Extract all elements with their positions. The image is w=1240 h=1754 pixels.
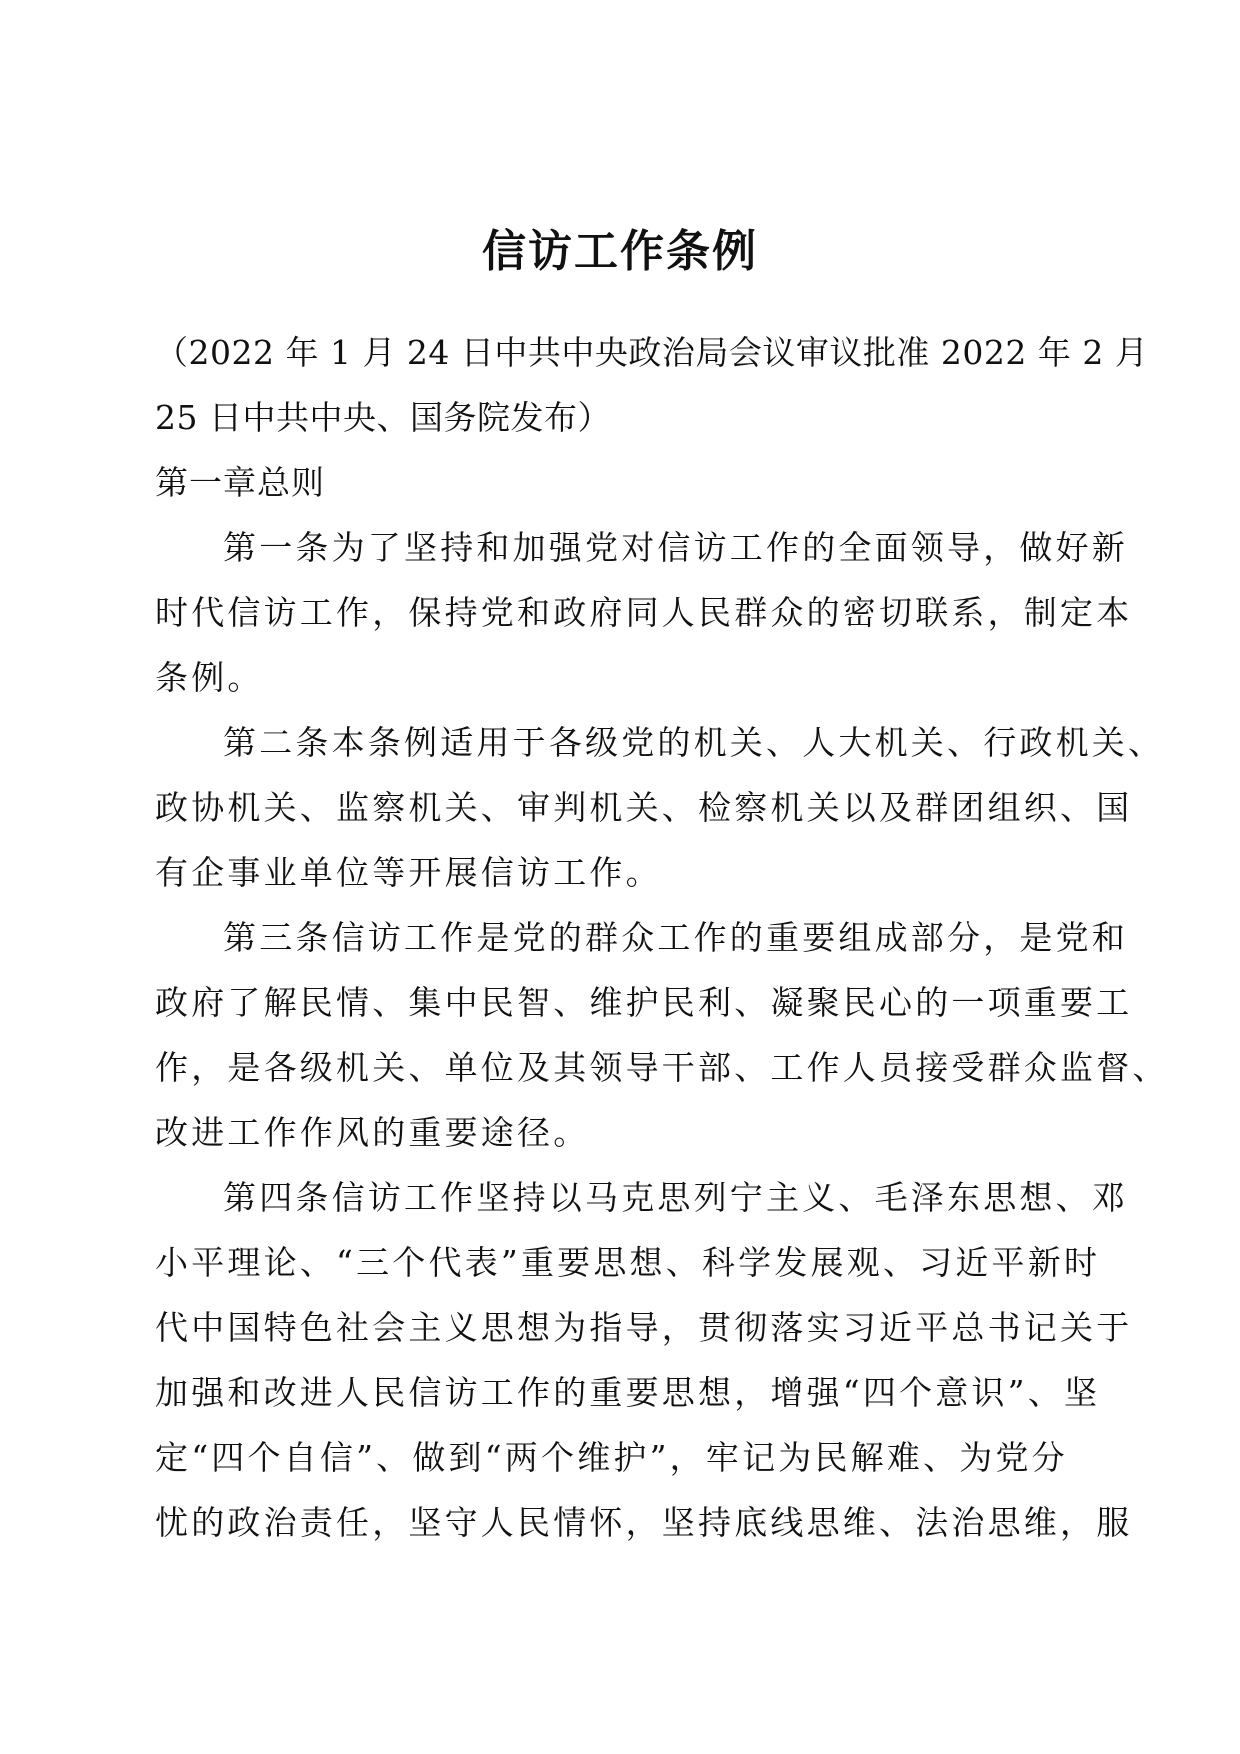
article-line: 第四条信访工作坚持以马克思列宁主义、毛泽东思想、邓 [223, 1178, 1128, 1217]
article-line: 时代信访工作，保持党和政府同人民群众的密切联系，制定本 [155, 593, 1133, 632]
article-2 [155, 710, 1165, 905]
article-line: 条例。 [155, 658, 264, 697]
article-3 [155, 905, 1169, 1165]
article-line: 有企事业单位等开展信访工作。 [155, 853, 662, 892]
article-line: 代中国特色社会主义思想为指导，贯彻落实习近平总书记关于 [155, 1308, 1133, 1347]
chapter-heading: 第一章总则 [155, 463, 325, 502]
document-subtitle [155, 320, 1149, 450]
article-line: 定“四个自信”、做到“两个维护”，牢记为民解难、为党分 [155, 1438, 1068, 1477]
subtitle-line: （2022 年 1 月 24 日中共中央政治局会议审议批准 2022 年 2 月 [155, 333, 1149, 372]
article-line: 第一条为了坚持和加强党对信访工作的全面领导，做好新 [223, 528, 1128, 567]
article-line: 小平理论、“三个代表”重要思想、科学发展观、习近平新时 [155, 1243, 1101, 1282]
article-4 [155, 1165, 1133, 1555]
article-line: 政府了解民情、集中民智、维护民利、凝聚民心的一项重要工 [155, 983, 1133, 1022]
article-line: 第三条信访工作是党的群众工作的重要组成部分，是党和 [223, 918, 1128, 957]
article-line: 加强和改进人民信访工作的重要思想，增强“四个意识”、坚 [155, 1373, 1101, 1412]
article-line: 政协机关、监察机关、审判机关、检察机关以及群团组织、国 [155, 788, 1133, 827]
document-title: 信访工作条例 [482, 226, 758, 277]
document-body [155, 320, 1169, 1555]
subtitle-line: 25 日中共中央、国务院发布） [155, 398, 611, 437]
article-line: 忧的政治责任，坚守人民情怀，坚持底线思维、法治思维，服 [155, 1503, 1133, 1542]
article-1 [155, 515, 1133, 710]
article-line: 第二条本条例适用于各级党的机关、人大机关、行政机关、 [223, 723, 1165, 762]
article-line: 作，是各级机关、单位及其领导干部、工作人员接受群众监督、 [155, 1048, 1169, 1087]
article-line: 改进工作作风的重要途径。 [155, 1113, 590, 1152]
